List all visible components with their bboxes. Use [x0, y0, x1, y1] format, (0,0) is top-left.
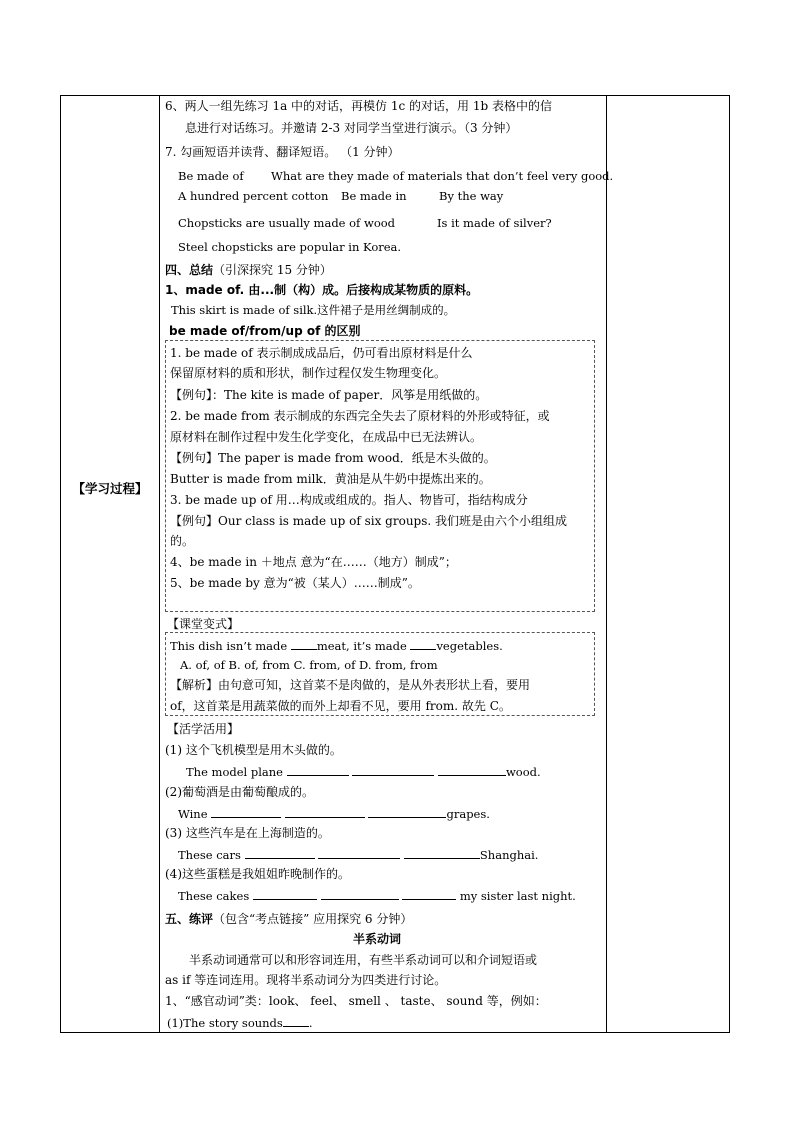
body-line	[167, 1014, 603, 1031]
phrase: Chopsticks are usually made of wood	[178, 216, 396, 230]
practice-a1	[186, 763, 603, 780]
column-divider	[606, 96, 607, 1032]
answer-blank[interactable]	[404, 846, 480, 859]
answer-blank[interactable]	[352, 763, 434, 776]
practice-a4	[178, 887, 603, 904]
body-line: as if 等连词连用。现将半系动词分为四类进行讨论。	[165, 973, 447, 987]
question-part: This dish isn’t made	[170, 639, 291, 653]
section-4-heading	[165, 262, 603, 278]
box-line: 的。	[170, 534, 195, 548]
body-line: 1、“感官动词”类：look、 feel、 smell 、 taste、 sound 等，例如：	[165, 994, 547, 1008]
box-line: 2. be made from 表示制成的东西完全失去了原材料的外形或特征，或	[170, 409, 550, 423]
answer-blank[interactable]	[245, 846, 315, 859]
box-line: 3. be made up of 用…构成或组成的。指人、物皆可，指结构成分	[170, 493, 528, 507]
content-cell	[161, 96, 614, 1032]
ketang-heading: 【课堂变式】	[167, 617, 240, 631]
box-line: 原材料在制作过程中发生化学变化，在成品中已无法辨认。	[170, 430, 483, 444]
answer-text: These cakes	[178, 889, 253, 903]
huoxue-heading: 【活学活用】	[167, 722, 240, 736]
answer-blank[interactable]	[283, 1014, 309, 1027]
answer-text: Shanghai.	[479, 848, 539, 862]
analysis-line: of，这首菜是用蔬菜做的而外上却看不见，要用 from. 故先 C。	[170, 699, 511, 713]
phrase: Steel chopsticks are popular in Korea.	[178, 240, 402, 254]
box-line: 4、be made in ＋地点 意为“在……（地方）制成”；	[170, 555, 457, 569]
practice-q1: (1) 这个飞机模型是用木头做的。	[165, 743, 342, 757]
answer-blank[interactable]	[291, 637, 317, 650]
question-part: vegetables.	[436, 639, 503, 653]
answer-blank[interactable]	[287, 763, 349, 776]
analysis-line: 【解析】由句意可知，这首菜不是肉做的，是从外表形状上看，要用	[170, 678, 531, 692]
phrase: By the way	[439, 189, 504, 203]
phrase: A hundred percent cotton	[178, 189, 329, 203]
question-part: meat, it’s made	[316, 639, 411, 653]
phrase: Be made in	[341, 189, 407, 203]
explanation-box	[165, 340, 595, 612]
box-line: 5、be made by 意为“被（某人）……制成”。	[170, 576, 420, 590]
section-5-note: （包含“考点链接” 应用探究 6 分钟）	[213, 912, 413, 926]
section-5-title: 五、练评	[165, 912, 214, 926]
box-line: 1. be made of 表示制成成品后，仍可看出原材料是什么	[170, 346, 473, 360]
exercise-options: A. of, of B. of, from C. from, of D. from, from	[180, 658, 438, 672]
answer-blank[interactable]	[253, 887, 317, 900]
answer-text: .	[308, 1016, 313, 1030]
section-5-heading	[165, 911, 603, 927]
answer-blank[interactable]	[285, 805, 365, 818]
phrase: Is it made of silver?	[437, 216, 552, 230]
exercise-question	[170, 637, 594, 654]
step-7: 7. 勾画短语并读背、翻译短语。 （1 分钟）	[165, 145, 400, 159]
practice-q2: (2)葡萄酒是由葡萄酿成的。	[165, 785, 314, 799]
answer-text: wood.	[505, 765, 541, 779]
made-of-rule: 1、made of. 由...制（构）成。后接构成某物质的原料。	[165, 283, 479, 297]
topic-title: 半系动词	[353, 932, 402, 946]
lesson-table	[60, 95, 730, 1033]
step-6-line1: 6、两人一组先练习 1a 中的对话，再模仿 1c 的对话，用 1b 表格中的信	[165, 99, 552, 113]
answer-text: These cars	[178, 848, 245, 862]
box-line: Butter is made from milk．黄油是从牛奶中提炼出来的。	[170, 472, 491, 486]
answer-text: Wine	[178, 807, 212, 821]
practice-q3: (3) 这些汽车是在上海制造的。	[165, 826, 330, 840]
exercise-box	[165, 632, 595, 716]
answer-text: my sister last night.	[459, 889, 576, 903]
answer-blank[interactable]	[402, 887, 456, 900]
answer-blank[interactable]	[438, 763, 506, 776]
section-4-note: （引深探究 15 分钟）	[213, 263, 332, 277]
answer-text: The model plane	[186, 765, 287, 779]
answer-blank[interactable]	[211, 805, 281, 818]
side-label: 【学习过程】	[72, 481, 148, 496]
phrase: Be made of	[178, 169, 244, 183]
box-line: 【例句】Our class is made up of six groups. 我们班是由六个小组组成	[170, 514, 568, 528]
body-line: 半系动词通常可以和形容词连用，有些半系动词可以和介词短语或	[189, 953, 538, 967]
box-line: 【例句】The paper is made from wood．纸是木头做的。	[170, 451, 496, 465]
answer-text: (1)The story sounds	[167, 1016, 283, 1030]
answer-blank[interactable]	[321, 887, 399, 900]
answer-blank[interactable]	[318, 846, 400, 859]
practice-q4: (4)这些蛋糕是我姐姐昨晚制作的。	[165, 867, 350, 881]
answer-blank[interactable]	[410, 637, 436, 650]
answer-text: grapes.	[446, 807, 490, 821]
answer-blank[interactable]	[368, 805, 446, 818]
column-divider	[159, 96, 160, 1032]
made-of-example: This skirt is made of silk.这件裙子是用丝绸制成的。	[171, 303, 456, 317]
section-4-title: 四、总结	[165, 263, 214, 277]
box-line: 保留原材料的质和形状，制作过程仅发生物理变化。	[170, 366, 447, 380]
phrase: What are they made of materials that don’t feel very good.	[271, 169, 614, 183]
practice-a2	[178, 805, 603, 822]
box-line: 【例句】：The kite is made of paper．风筝是用纸做的。	[170, 388, 488, 402]
practice-a3	[178, 846, 603, 863]
step-6-line2: 息进行对话练习。并邀请 2-3 对同学当堂进行演示。（3 分钟）	[185, 121, 518, 135]
difference-heading: be made of/from/up of 的区别	[169, 324, 361, 338]
